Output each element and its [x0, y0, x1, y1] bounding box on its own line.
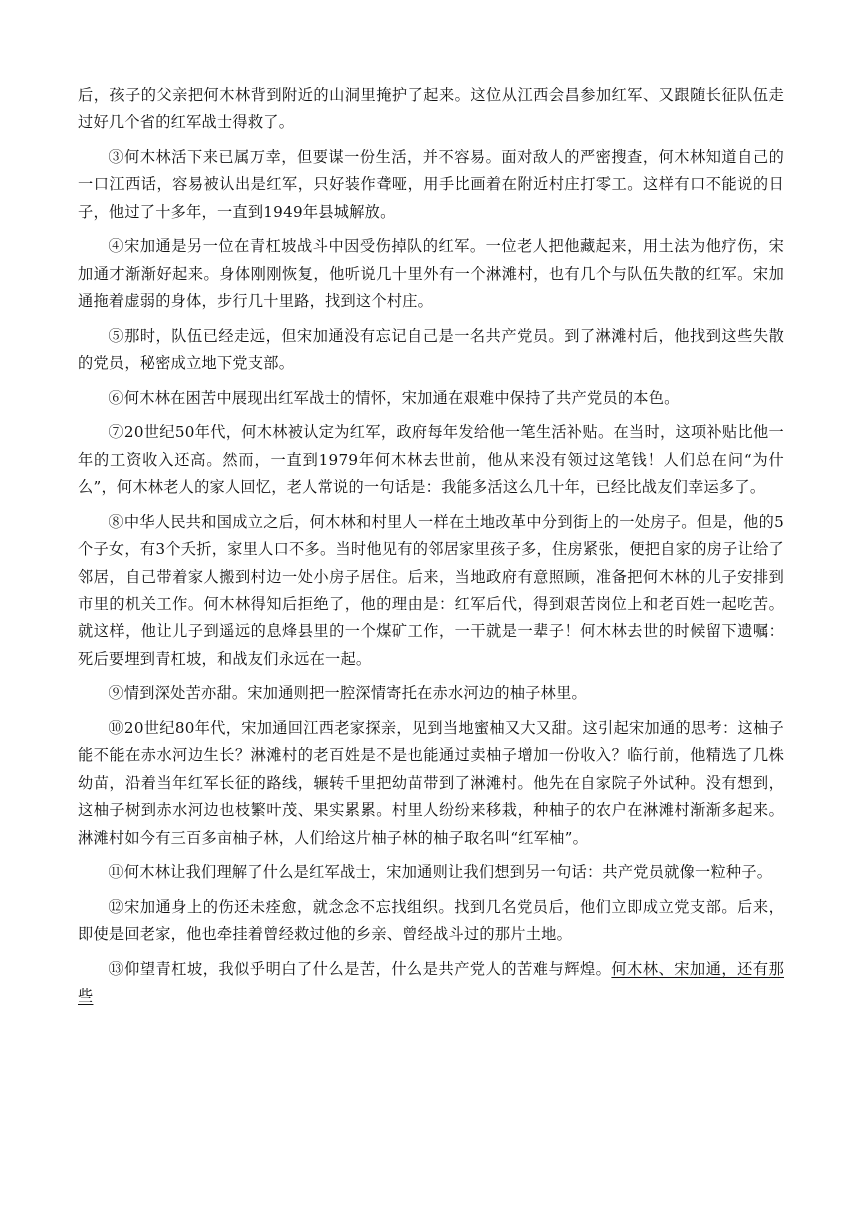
paragraph-13	[78, 956, 784, 1011]
paragraph-8: ⑧中华人民共和国成立之后，何木林和村里人一样在土地改革中分到街上的一处房子。但是，他的5个子女，有3个夭折，家里人口不多。当时他见有的邻居家里孩子多，住房紧张，便把自家的房子让给了邻居，自己带着家人搬到村边一处小房子居住。后来，当地政府有意照顾，准备把何木林的儿子安排到市里的机关工作。何木林得知后拒绝了，他的理由是：红军后代，得到艰苦岗位上和老百姓一起吃苦。就这样，他让儿子到遥远的息烽县里的一个煤矿工作，一干就是一辈子！何木林去世的时候留下遗嘱：死后要埋到青杠坡，和战友们永远在一起。	[78, 512, 784, 668]
paragraph-7: ⑦20世纪50年代，何木林被认定为红军，政府每年发给他一笔生活补贴。在当时，这项补贴比他一年的工资收入还高。然而，一直到1979年何木林去世前，他从来没有领过这笔钱！人们总在问“为什么”，何木林老人的家人回忆，老人常说的一句话是：我能多活这么几十年，已经比战友们幸运多了。	[78, 423, 784, 497]
underlined-phrase: 何木林、宋加通，还有那些	[78, 959, 785, 1006]
paragraph-12: ⑫宋加通身上的伤还未痊愈，就念念不忘找组织。找到几名党员后，他们立即成立党支部。后来，即使是回老家，他也牵挂着曾经救过他的乡亲、曾经战斗过的那片土地。	[78, 897, 784, 944]
paragraph-9: ⑨情到深处苦亦甜。宋加通则把一腔深情寄托在赤水河边的柚子林里。	[108, 684, 587, 703]
paragraph-6: ⑥何木林在困苦中展现出红军战士的情怀，宋加通在艰难中保持了共产党员的本色。	[108, 388, 680, 407]
document-page	[78, 82, 784, 1018]
paragraph-10: ⑩20世纪80年代，宋加通回江西老家探亲，见到当地蜜柚又大又甜。这引起宋加通的思考：这柚子能不能在赤水河边生长？淋滩村的老百姓是不是也能通过卖柚子增加一份收入？临行前，他精选了几株幼苗，沿着当年红军长征的路线，辗转千里把幼苗带到了淋滩村。他先在自家院子外试种。没有想到，这柚子树到赤水河边也枝繁叶茂、果实累累。村里人纷纷来移栽，种柚子的农户在淋滩村渐渐多起来。淋滩村如今有三百多亩柚子林，人们给这片柚子林的柚子取名叫“红军柚”。	[78, 719, 784, 847]
paragraph-4: ④宋加通是另一位在青杠坡战斗中因受伤掉队的红军。一位老人把他藏起来，用土法为他疗伤，宋加通才渐渐好起来。身体刚刚恢复，他听说几十里外有一个淋滩村，也有几个与队伍失散的红军。宋加通拖着虚弱的身体，步行几十里路，找到这个村庄。	[78, 237, 784, 311]
paragraph-3: ③何木林活下来已属万幸，但要谋一份生活，并不容易。面对敌人的严密搜查，何木林知道自己的一口江西话，容易被认出是红军，只好装作聋哑，用手比画着在附近村庄打零工。这样有口不能说的日子，他过了十多年，一直到1949年县城解放。	[78, 148, 784, 221]
paragraph-5: ⑤那时，队伍已经走远，但宋加通没有忘记自己是一名共产党员。到了淋滩村后，他找到这些失散的党员，秘密成立地下党支部。	[78, 326, 784, 373]
paragraph-continuation: 后，孩子的父亲把何木林背到附近的山洞里掩护了起来。这位从江西会昌参加红军、又跟随长征队伍走过好几个省的红军战士得救了。	[78, 86, 784, 132]
paragraph-11: ⑪何木林让我们理解了什么是红军战士，宋加通则让我们想到另一句话：共产党员就像一粒种子。	[108, 863, 773, 882]
paragraph-13-text: ⑬仰望青杠坡，我似乎明白了什么是苦，什么是共产党人的苦难与辉煌。	[108, 959, 612, 978]
